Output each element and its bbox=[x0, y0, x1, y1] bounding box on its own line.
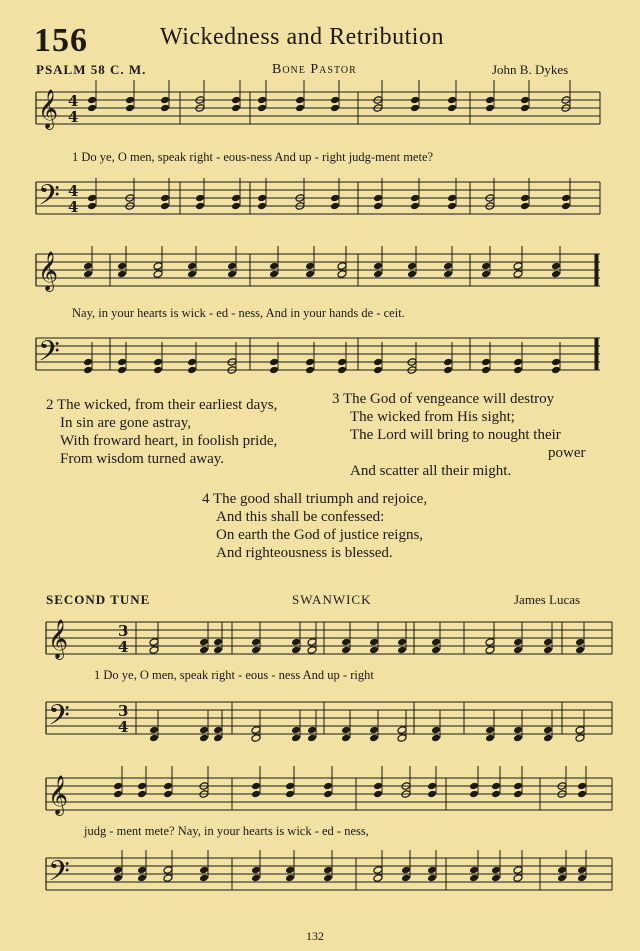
note-head bbox=[213, 638, 223, 647]
stanza-line: And righteousness is blessed. bbox=[216, 545, 393, 561]
note-head bbox=[575, 638, 585, 647]
note-head bbox=[305, 358, 315, 367]
note-head bbox=[269, 262, 279, 271]
note-head bbox=[307, 638, 317, 647]
page-number: 132 bbox=[306, 929, 324, 943]
clef-symbol: 𝄞 bbox=[38, 251, 59, 291]
note-head bbox=[163, 874, 173, 883]
note-head bbox=[577, 782, 587, 791]
note-head bbox=[481, 270, 491, 279]
time-signature: 4 bbox=[68, 108, 79, 126]
note-head bbox=[373, 194, 383, 203]
note-head bbox=[513, 366, 523, 375]
stanza-line: 4 The good shall triumph and rejoice, bbox=[202, 491, 428, 507]
note-head bbox=[427, 874, 437, 883]
time-signature: 3 bbox=[118, 622, 129, 640]
note-head bbox=[137, 782, 147, 791]
clef-symbol: 𝄞 bbox=[48, 619, 69, 659]
note-head bbox=[337, 358, 347, 367]
note-head bbox=[485, 734, 495, 743]
note-head bbox=[305, 366, 315, 375]
note-head bbox=[149, 734, 159, 743]
note-head bbox=[491, 790, 501, 799]
note-head bbox=[543, 646, 553, 655]
note-head bbox=[305, 262, 315, 271]
note-head bbox=[513, 358, 523, 367]
note-head bbox=[341, 646, 351, 655]
note-head bbox=[199, 874, 209, 883]
lyric-line: 1 Do ye, O men, speak right - eous - ness And up - right bbox=[94, 668, 374, 682]
note-head bbox=[213, 726, 223, 735]
note-head bbox=[227, 270, 237, 279]
note-head bbox=[373, 782, 383, 791]
note-head bbox=[577, 874, 587, 883]
note-head bbox=[543, 734, 553, 743]
note-head bbox=[369, 734, 379, 743]
note-head bbox=[125, 104, 135, 113]
note-head bbox=[485, 96, 495, 105]
note-head bbox=[291, 734, 301, 743]
note-head bbox=[125, 96, 135, 105]
note-head bbox=[199, 734, 209, 743]
note-head bbox=[337, 262, 347, 271]
note-head bbox=[137, 790, 147, 799]
note-head bbox=[520, 104, 530, 113]
note-head bbox=[269, 366, 279, 375]
note-head bbox=[373, 366, 383, 375]
note-head bbox=[323, 866, 333, 875]
note-head bbox=[407, 262, 417, 271]
note-head bbox=[251, 782, 261, 791]
note-head bbox=[469, 874, 479, 883]
note-head bbox=[447, 104, 457, 113]
note-head bbox=[291, 646, 301, 655]
note-head bbox=[427, 782, 437, 791]
note-head bbox=[257, 202, 267, 211]
note-head bbox=[199, 866, 209, 875]
stanza-line: With froward heart, in foolish pride, bbox=[60, 433, 278, 449]
note-head bbox=[427, 790, 437, 799]
note-head bbox=[83, 262, 93, 271]
note-head bbox=[160, 202, 170, 211]
note-head bbox=[153, 358, 163, 367]
note-head bbox=[485, 104, 495, 113]
note-head bbox=[397, 646, 407, 655]
note-head bbox=[257, 194, 267, 203]
note-head bbox=[307, 734, 317, 743]
note-head bbox=[160, 194, 170, 203]
note-head bbox=[213, 646, 223, 655]
note-head bbox=[295, 96, 305, 105]
note-head bbox=[575, 646, 585, 655]
note-head bbox=[443, 270, 453, 279]
note-head bbox=[447, 194, 457, 203]
time-signature: 4 bbox=[118, 638, 129, 656]
note-head bbox=[113, 782, 123, 791]
note-head bbox=[87, 202, 97, 211]
note-head bbox=[469, 790, 479, 799]
clef-symbol: 𝄢 bbox=[38, 179, 60, 219]
note-head bbox=[330, 104, 340, 113]
hymn-title: Wickedness and Retribution bbox=[160, 24, 444, 50]
note-head bbox=[485, 646, 495, 655]
note-head bbox=[397, 726, 407, 735]
note-head bbox=[195, 194, 205, 203]
note-head bbox=[397, 734, 407, 743]
note-head bbox=[117, 262, 127, 271]
note-head bbox=[520, 202, 530, 211]
stanza-line: The wicked from His sight; bbox=[350, 409, 515, 425]
time-signature: 4 bbox=[118, 718, 129, 736]
note-head bbox=[291, 638, 301, 647]
note-head bbox=[447, 202, 457, 211]
note-head bbox=[401, 866, 411, 875]
note-head bbox=[149, 726, 159, 735]
stanza-line: 2 The wicked, from their earliest days, bbox=[46, 397, 278, 413]
note-head bbox=[163, 782, 173, 791]
note-head bbox=[199, 646, 209, 655]
note-head bbox=[160, 104, 170, 113]
note-head bbox=[83, 366, 93, 375]
note-head bbox=[269, 270, 279, 279]
second-tune-composer: James Lucas bbox=[514, 592, 581, 607]
note-head bbox=[213, 734, 223, 743]
note-head bbox=[323, 782, 333, 791]
note-head bbox=[87, 104, 97, 113]
note-head bbox=[117, 358, 127, 367]
note-head bbox=[251, 734, 261, 743]
note-head bbox=[285, 866, 295, 875]
clef-symbol: 𝄢 bbox=[48, 855, 70, 895]
note-head bbox=[373, 358, 383, 367]
note-head bbox=[307, 726, 317, 735]
note-head bbox=[330, 194, 340, 203]
note-head bbox=[149, 638, 159, 647]
note-head bbox=[137, 874, 147, 883]
hymn-number: 156 bbox=[34, 22, 88, 59]
stanza-4 bbox=[202, 490, 427, 562]
note-head bbox=[577, 866, 587, 875]
lyric-line: 1 Do ye, O men, speak right - eous-ness And up - right judg-ment mete? bbox=[72, 150, 434, 164]
stanza-line: In sin are gone astray, bbox=[60, 415, 192, 431]
note-head bbox=[373, 874, 383, 883]
note-head bbox=[513, 790, 523, 799]
note-head bbox=[307, 646, 317, 655]
note-head bbox=[513, 262, 523, 271]
note-head bbox=[341, 734, 351, 743]
note-head bbox=[513, 866, 523, 875]
second-tune-name: SWANWICK bbox=[292, 592, 372, 607]
note-head bbox=[305, 270, 315, 279]
note-head bbox=[481, 358, 491, 367]
note-head bbox=[410, 194, 420, 203]
note-head bbox=[291, 726, 301, 735]
stanza-line: And this shall be confessed: bbox=[216, 509, 385, 525]
note-head bbox=[341, 638, 351, 647]
note-head bbox=[431, 646, 441, 655]
note-head bbox=[410, 202, 420, 211]
note-head bbox=[251, 790, 261, 799]
meter-label: PSALM 58 C. M. bbox=[36, 62, 147, 77]
note-head bbox=[397, 638, 407, 647]
note-head bbox=[257, 96, 267, 105]
note-head bbox=[199, 638, 209, 647]
note-head bbox=[153, 366, 163, 375]
note-head bbox=[341, 726, 351, 735]
note-head bbox=[520, 194, 530, 203]
note-head bbox=[373, 866, 383, 875]
note-head bbox=[251, 726, 261, 735]
lyric-line: judg - ment mete? Nay, in your hearts is wick - ed - ness, bbox=[84, 824, 369, 838]
note-head bbox=[163, 790, 173, 799]
note-head bbox=[543, 726, 553, 735]
note-head bbox=[491, 866, 501, 875]
note-head bbox=[323, 874, 333, 883]
note-head bbox=[431, 734, 441, 743]
note-head bbox=[330, 202, 340, 211]
time-signature: 4 bbox=[68, 182, 79, 200]
note-head bbox=[513, 638, 523, 647]
note-head bbox=[227, 262, 237, 271]
stanza-line: power bbox=[548, 445, 586, 461]
note-head bbox=[513, 270, 523, 279]
note-head bbox=[513, 734, 523, 743]
note-head bbox=[83, 270, 93, 279]
note-head bbox=[481, 366, 491, 375]
time-signature: 4 bbox=[68, 198, 79, 216]
note-head bbox=[149, 646, 159, 655]
note-head bbox=[469, 782, 479, 791]
note-head bbox=[561, 202, 571, 211]
note-head bbox=[373, 270, 383, 279]
note-head bbox=[401, 874, 411, 883]
time-signature: 3 bbox=[118, 702, 129, 720]
note-head bbox=[187, 358, 197, 367]
note-head bbox=[491, 874, 501, 883]
note-head bbox=[137, 866, 147, 875]
note-head bbox=[295, 104, 305, 113]
note-head bbox=[87, 194, 97, 203]
stanza-3 bbox=[332, 390, 586, 480]
clef-symbol: 𝄞 bbox=[38, 89, 59, 129]
note-head bbox=[485, 726, 495, 735]
note-head bbox=[231, 104, 241, 113]
note-head bbox=[195, 202, 205, 211]
note-head bbox=[187, 270, 197, 279]
note-head bbox=[575, 726, 585, 735]
note-head bbox=[231, 96, 241, 105]
note-head bbox=[117, 366, 127, 375]
note-head bbox=[113, 790, 123, 799]
note-head bbox=[231, 194, 241, 203]
note-head bbox=[577, 790, 587, 799]
note-head bbox=[561, 194, 571, 203]
note-head bbox=[337, 366, 347, 375]
note-head bbox=[153, 262, 163, 271]
note-head bbox=[251, 646, 261, 655]
note-head bbox=[427, 866, 437, 875]
note-head bbox=[373, 790, 383, 799]
note-head bbox=[513, 726, 523, 735]
note-head bbox=[373, 262, 383, 271]
note-head bbox=[551, 358, 561, 367]
note-head bbox=[337, 270, 347, 279]
note-head bbox=[117, 270, 127, 279]
note-head bbox=[199, 726, 209, 735]
clef-symbol: 𝄞 bbox=[48, 775, 69, 815]
note-head bbox=[323, 790, 333, 799]
stanza-line: And scatter all their might. bbox=[350, 463, 512, 479]
note-head bbox=[373, 202, 383, 211]
note-head bbox=[481, 262, 491, 271]
note-head bbox=[469, 866, 479, 875]
note-head bbox=[231, 202, 241, 211]
note-head bbox=[551, 270, 561, 279]
note-head bbox=[410, 96, 420, 105]
note-head bbox=[443, 366, 453, 375]
stanza-line: 3 The God of vengeance will destroy bbox=[332, 391, 555, 407]
note-head bbox=[443, 358, 453, 367]
note-head bbox=[443, 262, 453, 271]
note-head bbox=[187, 366, 197, 375]
note-head bbox=[491, 782, 501, 791]
note-head bbox=[269, 358, 279, 367]
note-head bbox=[187, 262, 197, 271]
stanza-line: On earth the God of justice reigns, bbox=[216, 527, 424, 543]
note-head bbox=[431, 726, 441, 735]
note-head bbox=[369, 638, 379, 647]
note-head bbox=[551, 262, 561, 271]
composer-name: John B. Dykes bbox=[492, 62, 569, 77]
note-head bbox=[447, 96, 457, 105]
note-head bbox=[520, 96, 530, 105]
note-head bbox=[513, 782, 523, 791]
note-head bbox=[513, 874, 523, 883]
stanza-line: From wisdom turned away. bbox=[60, 451, 225, 467]
tune-name: Bone Pastor bbox=[272, 62, 357, 77]
stanza-line: The Lord will bring to nought their bbox=[350, 427, 561, 443]
note-head bbox=[251, 866, 261, 875]
note-head bbox=[543, 638, 553, 647]
note-head bbox=[163, 866, 173, 875]
note-head bbox=[575, 734, 585, 743]
note-head bbox=[83, 358, 93, 367]
note-head bbox=[407, 270, 417, 279]
note-head bbox=[251, 874, 261, 883]
note-head bbox=[160, 96, 170, 105]
note-head bbox=[513, 646, 523, 655]
note-head bbox=[251, 638, 261, 647]
note-head bbox=[551, 366, 561, 375]
note-head bbox=[330, 96, 340, 105]
time-signature: 4 bbox=[68, 92, 79, 110]
note-head bbox=[410, 104, 420, 113]
note-head bbox=[285, 790, 295, 799]
note-head bbox=[113, 874, 123, 883]
note-head bbox=[369, 646, 379, 655]
clef-symbol: 𝄢 bbox=[48, 699, 70, 739]
stanza-2 bbox=[46, 396, 277, 468]
note-head bbox=[431, 638, 441, 647]
note-head bbox=[485, 638, 495, 647]
note-head bbox=[153, 270, 163, 279]
note-head bbox=[87, 96, 97, 105]
note-head bbox=[285, 874, 295, 883]
note-head bbox=[557, 866, 567, 875]
note-head bbox=[557, 874, 567, 883]
note-head bbox=[285, 782, 295, 791]
note-head bbox=[113, 866, 123, 875]
clef-symbol: 𝄢 bbox=[38, 335, 60, 375]
note-head bbox=[257, 104, 267, 113]
second-tune-label: SECOND TUNE bbox=[46, 592, 151, 607]
note-head bbox=[369, 726, 379, 735]
lyric-line: Nay, in your hearts is wick - ed - ness, And in your hands de - ceit. bbox=[72, 306, 405, 320]
